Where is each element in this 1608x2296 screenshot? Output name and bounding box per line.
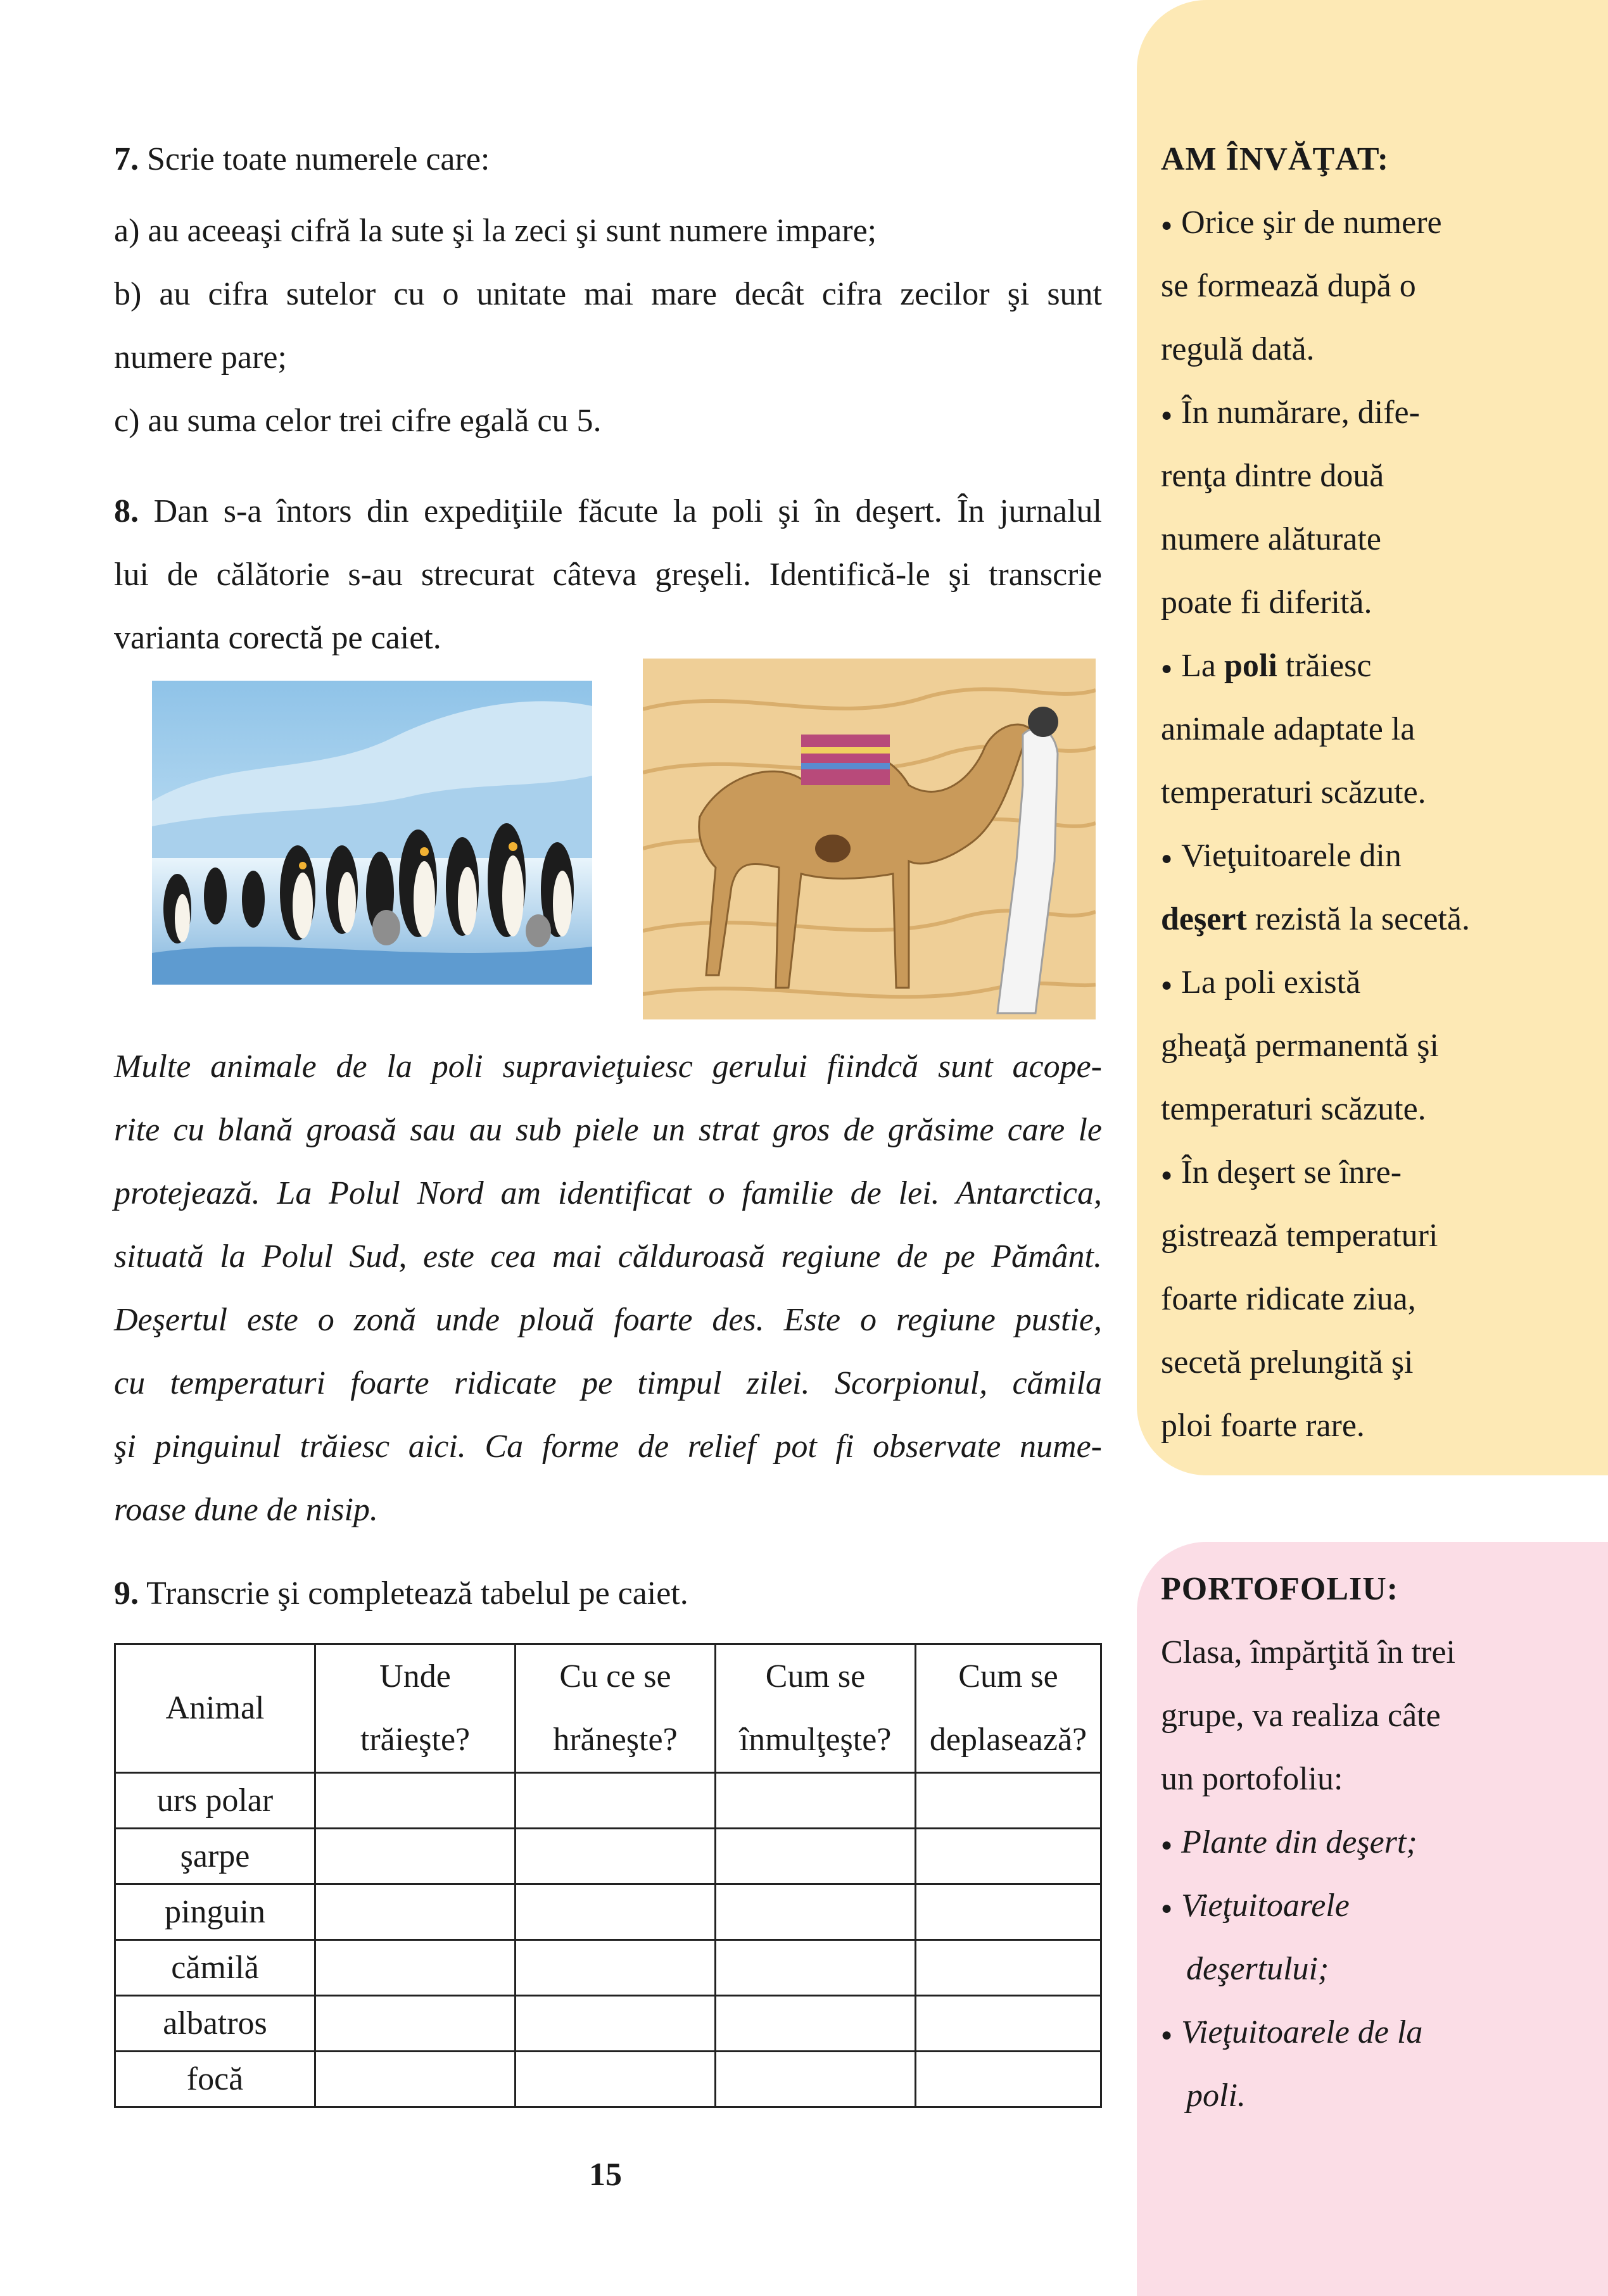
bullet-icon: ●: [1161, 1834, 1173, 1856]
learned-line: gistrează temperaturi: [1161, 1218, 1438, 1254]
ex8-line2: lui de călătorie s-au strecurat câteva greşeli. Identifică-le şi transcrie: [114, 557, 1102, 593]
header-reproduction: Cum se înmulţeşte?: [716, 1644, 916, 1773]
table-cell: [916, 1996, 1101, 2052]
ex7-heading: [114, 141, 490, 178]
page-number: 15: [589, 2157, 622, 2193]
table-cell: [916, 1829, 1101, 1884]
ex9-heading: [114, 1575, 688, 1612]
table-cell: [516, 1773, 716, 1829]
header-food: Cu ce se hrăneşte?: [516, 1644, 716, 1773]
story-line-5: Deşertul este o zonă unde plouă foarte des. Este o regiune pustie,: [114, 1302, 1102, 1338]
portfolio-line: grupe, va realiza câte: [1161, 1698, 1441, 1734]
learned-line: ● Orice şir de numere: [1161, 205, 1442, 241]
portfolio-line: un portofoliu:: [1161, 1761, 1343, 1797]
bullet-icon: ●: [1161, 2024, 1173, 2046]
learned-line: numere alăturate: [1161, 521, 1381, 557]
bullet-icon: ●: [1161, 975, 1173, 996]
learned-line: ploi foarte rare.: [1161, 1408, 1365, 1444]
bullet-icon: ●: [1161, 1898, 1173, 1919]
ex9-number: 9.: [114, 1575, 139, 1612]
learned-line: temperaturi scăzute.: [1161, 774, 1426, 811]
table-cell: [716, 1940, 916, 1996]
learned-line: ● La poli trăiesc: [1161, 648, 1372, 684]
table-cell: [716, 1996, 916, 2052]
bullet-icon: ●: [1161, 405, 1173, 426]
table-cell: [516, 1940, 716, 1996]
story-line-1: Multe animale de la poli supravieţuiesc gerului fiindcă sunt acope-: [114, 1049, 1102, 1085]
learned-line: secetă prelungită şi: [1161, 1344, 1414, 1380]
learned-line: foarte ridicate ziua,: [1161, 1281, 1416, 1317]
bullet-icon: ●: [1161, 848, 1173, 869]
learned-line: ● În numărare, dife-: [1161, 394, 1420, 431]
table-cell: [716, 1773, 916, 1829]
story-line-3: protejează. La Polul Nord am identificat o familie de lei. Antarctica,: [114, 1175, 1102, 1211]
table-cell: [716, 1884, 916, 1940]
learned-line: regulă dată.: [1161, 331, 1315, 367]
table-row: [115, 1884, 1101, 1940]
story-line-6: cu temperaturi foarte ridicate pe timpul zilei. Scorpionul, cămila: [114, 1365, 1102, 1401]
story-line-7: şi pinguinul trăiesc aici. Ca forme de relief pot fi observate nume-: [114, 1429, 1102, 1465]
table-cell: [516, 1996, 716, 2052]
row-animal-name: albatros: [115, 1996, 315, 2052]
story-line-2: rite cu blană groasă sau au sub piele un strat gros de grăsime care le: [114, 1112, 1102, 1148]
learned-line: gheaţă permanentă şi: [1161, 1028, 1439, 1064]
ex8-number: 8.: [114, 493, 139, 529]
learned-line: poate fi diferită.: [1161, 584, 1372, 621]
row-animal-name: pinguin: [115, 1884, 315, 1940]
bullet-icon: ●: [1161, 658, 1173, 679]
table-row: [115, 1773, 1101, 1829]
table-row: [115, 1996, 1101, 2052]
learned-line: temperaturi scăzute.: [1161, 1091, 1426, 1127]
story-line-4: situată la Polul Sud, este cea mai călduroasă regiune de pe Pământ.: [114, 1239, 1102, 1275]
row-animal-name: focă: [115, 2052, 315, 2107]
portfolio-item: ● Plante din deşert;: [1161, 1824, 1417, 1860]
header-where: Unde trăieşte?: [315, 1644, 516, 1773]
animals-table: [114, 1643, 1102, 2108]
table-cell: [916, 2052, 1101, 2107]
ex7-item-c: c) au suma celor trei cifre egală cu 5.: [114, 403, 602, 439]
table-cell: [916, 1884, 1101, 1940]
row-animal-name: urs polar: [115, 1773, 315, 1829]
table-header-row: [115, 1644, 1101, 1773]
ex7-number: 7.: [114, 141, 139, 177]
learned-line: animale adaptate la: [1161, 711, 1415, 747]
table-cell: [516, 2052, 716, 2107]
learned-line: ● La poli există: [1161, 964, 1361, 1000]
camel-image: [643, 659, 1096, 1019]
table-cell: [315, 1996, 516, 2052]
table-row: [115, 1829, 1101, 1884]
table-cell: [315, 1829, 516, 1884]
ex7-item-b-line2: numere pare;: [114, 339, 287, 375]
portfolio-item: ● Vieţuitoarele de la: [1161, 2014, 1423, 2050]
table-cell: [315, 1940, 516, 1996]
row-animal-name: cămilă: [115, 1940, 315, 1996]
ex7-item-b-line1: b) au cifra sutelor cu o unitate mai mare decât cifra zecilor şi sunt: [114, 276, 1102, 312]
portfolio-item-cont: poli.: [1186, 2078, 1246, 2114]
ex8-line3: varianta corectă pe caiet.: [114, 620, 441, 656]
table-cell: [716, 2052, 916, 2107]
table-cell: [916, 1773, 1101, 1829]
ex8-line1-text: Dan s-a întors din expediţiile făcute la poli şi în deşert. În jurnalul: [153, 493, 1102, 529]
ex7-item-a: a) au aceeaşi cifră la sute şi la zeci şi sunt numere impare;: [114, 213, 877, 249]
bullet-icon: ●: [1161, 1164, 1173, 1186]
table-cell: [315, 2052, 516, 2107]
table-row: [115, 1940, 1101, 1996]
learned-title: AM ÎNVĂŢAT:: [1161, 141, 1390, 177]
bullet-icon: ●: [1161, 215, 1173, 236]
table-cell: [516, 1829, 716, 1884]
ex7-title: Scrie toate numerele care:: [147, 141, 490, 177]
row-animal-name: şarpe: [115, 1829, 315, 1884]
table-cell: [516, 1884, 716, 1940]
learned-line: se formează după o: [1161, 268, 1416, 304]
table-cell: [315, 1773, 516, 1829]
header-animal: Animal: [115, 1644, 315, 1773]
portfolio-line: Clasa, împărţită în trei: [1161, 1634, 1455, 1670]
ex9-title: Transcrie şi completează tabelul pe caiet.: [146, 1575, 688, 1612]
ex8-line1: [114, 493, 1102, 530]
header-movement: Cum se deplasează?: [916, 1644, 1101, 1773]
story-line-8: roase dune de nisip.: [114, 1492, 378, 1528]
table-cell: [315, 1884, 516, 1940]
learned-line: deşert rezistă la secetă.: [1161, 901, 1470, 937]
learned-line: renţa dintre două: [1161, 458, 1384, 494]
portfolio-title: PORTOFOLIU:: [1161, 1571, 1399, 1607]
portfolio-item: ● Vieţuitoarele: [1161, 1888, 1350, 1924]
penguins-image: [152, 681, 592, 985]
table-cell: [916, 1940, 1101, 1996]
table-row: [115, 2052, 1101, 2107]
learned-line: ● Vieţuitoarele din: [1161, 838, 1402, 874]
table-cell: [716, 1829, 916, 1884]
portfolio-item-cont: deşertului;: [1186, 1951, 1329, 1987]
learned-line: ● În deşert se înre-: [1161, 1154, 1402, 1190]
